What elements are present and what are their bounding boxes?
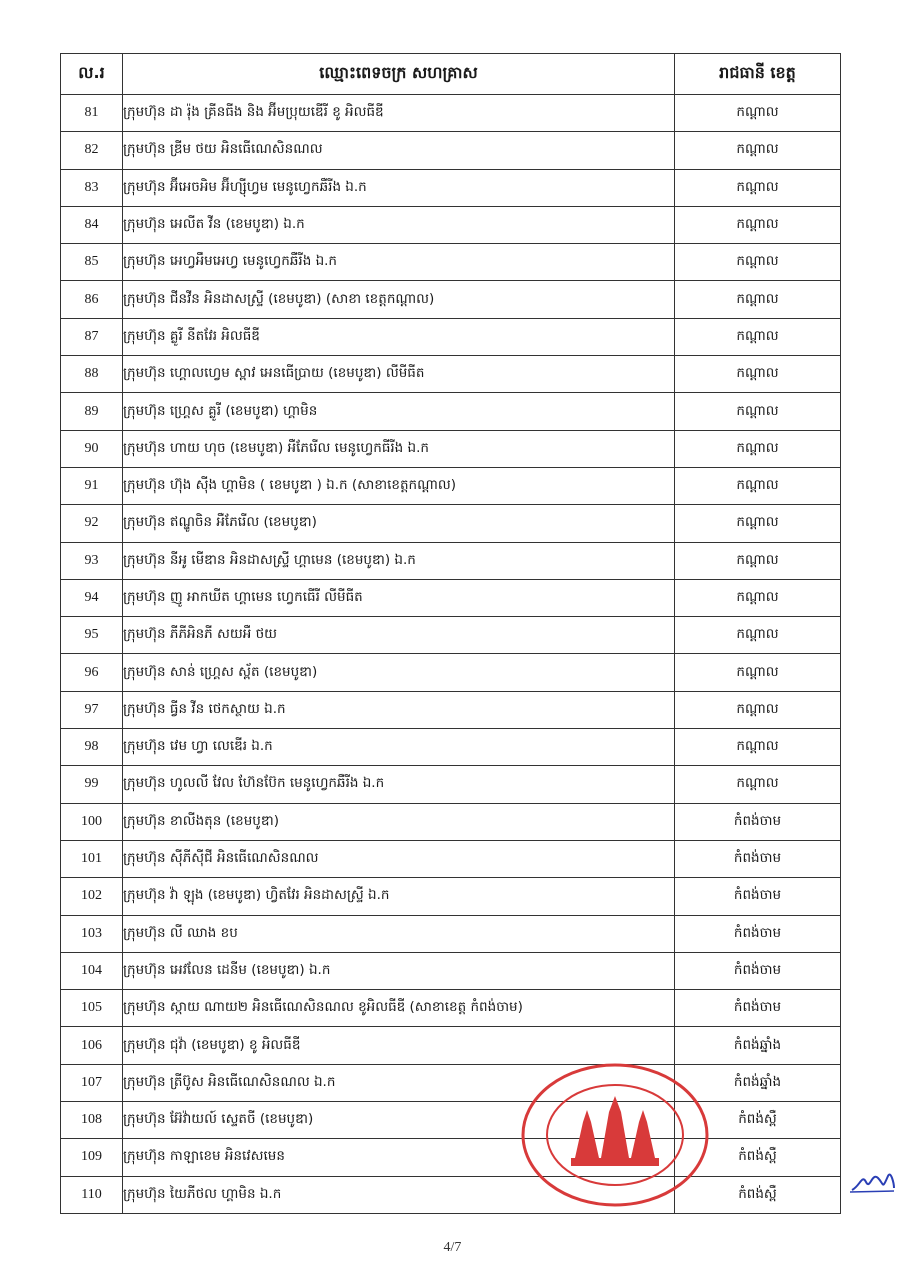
row-number: 98 [61,729,123,766]
province-name: កំពង់ចាម [675,840,841,877]
company-name: ក្រុមហ៊ុន លី ឈាង ខប [123,915,675,952]
province-name: កណ្តាល [675,654,841,691]
company-name: ក្រុមហ៊ុន យៃភីថល ហ្គាមិន ឯ.ក [123,1176,675,1213]
company-name: ក្រុមហ៊ុន អេហ្វអឹមអេហ្វ មេនូហ្វេកឆឺរីង ឯ.ក [123,244,675,281]
table-row [61,430,841,467]
row-number: 89 [61,393,123,430]
table-row [61,1139,841,1176]
table-row [61,654,841,691]
ministry-seal-icon [515,1060,715,1210]
company-name: ក្រុមហ៊ុន ហ្គោលហ្វេម ស្ពាវ អេនធើប្រាយ (ខេមបូឌា) លីមីធីត [123,356,675,393]
row-number: 101 [61,840,123,877]
header-company-name: ឈ្មោះពេទចក្រ សហគ្រាស [123,54,675,95]
table-row [61,691,841,728]
company-name: ក្រុមហ៊ុន ញូ អាកឃីត ហ្គាមេន ហ្វេកធើរី លីមីធីត [123,579,675,616]
row-number: 81 [61,95,123,132]
table-row [61,579,841,616]
row-number: 95 [61,617,123,654]
province-name: កណ្តាល [675,766,841,803]
row-number: 107 [61,1064,123,1101]
province-name: កណ្តាល [675,729,841,766]
table-row [61,393,841,430]
table-row [61,95,841,132]
company-name: ក្រុមហ៊ុន ជីនវីន អិនដាសស្ទ្រី (ខេមបូឌា) (សាខា ខេត្តកណ្តាល) [123,281,675,318]
table-row [61,318,841,355]
table-row [61,281,841,318]
company-name: ក្រុមហ៊ុន ស៊ីភីស៊ីជី អិនធើណេសិនណល [123,840,675,877]
table-row [61,467,841,504]
table-body [61,95,841,1214]
table-row [61,1176,841,1213]
row-number: 87 [61,318,123,355]
province-name: កណ្តាល [675,393,841,430]
row-number: 106 [61,1027,123,1064]
row-number: 83 [61,169,123,206]
row-number: 88 [61,356,123,393]
company-name: ក្រុមហ៊ុន អ៊ីអេចអិម អ៊ីហ្ស៊ីហ្វម មេនូហ្វេកឆឺរីង ឯ.ក [123,169,675,206]
row-number: 97 [61,691,123,728]
row-number: 91 [61,467,123,504]
company-name: ក្រុមហ៊ុន ដា រ៉ុង គ្រីនធីង និង អ៊ីមប្រុយឌើរី ខូ អិលធីឌី [123,95,675,132]
table-row [61,505,841,542]
table-row [61,617,841,654]
company-name: ក្រុមហ៊ុន អ៊ែវ៉ាយល៍ ស្ទេតចី (ខេមបូឌា) [123,1102,675,1139]
table-row [61,1064,841,1101]
company-name: ក្រុមហ៊ុន ភីភីអិនភី សយអឺ ថយ [123,617,675,654]
company-name: ក្រុមហ៊ុន អេវលែន ដេនីម (ខេមបូឌា) ឯ.ក [123,952,675,989]
province-name: កណ្តាល [675,467,841,504]
province-name: កំពង់ស្ពឺ [675,1139,841,1176]
province-name: កំពង់ចាម [675,952,841,989]
row-number: 108 [61,1102,123,1139]
row-number: 100 [61,803,123,840]
province-name: កំពង់ស្ពឺ [675,1176,841,1213]
province-name: កណ្តាល [675,169,841,206]
company-name: ក្រុមហ៊ុន សាន់ ហ្គ្រេស ស្ព័ត (ខេមបូឌា) [123,654,675,691]
company-name: ក្រុមហ៊ុន ធ្វីន វីន ថេកស្ថាយ ឯ.ក [123,691,675,728]
company-name: ក្រុមហ៊ុន ស្កាយ ណាយ២ អិនធើណេសិនណល ខូអិលធីឌី (សាខាខេត្ត កំពង់ចាម) [123,990,675,1027]
company-name: ក្រុមហ៊ុន ជុវ៉ា (ខេមបូឌា) ខូ អិលធីឌី [123,1027,675,1064]
province-name: កំពង់ចាម [675,915,841,952]
company-table [60,53,841,1214]
company-name: ក្រុមហ៊ុន វេម ហ្វា លេឌើរ ឯ.ក [123,729,675,766]
province-name: កំពង់ចាម [675,803,841,840]
province-name: កណ្តាល [675,505,841,542]
company-name: ក្រុមហ៊ុន នីអូ មើឌាន អិនដាសស្ទ្រី ហ្គាមេន (ខេមបូឌា) ឯ.ក [123,542,675,579]
province-name: កណ្តាល [675,206,841,243]
row-number: 92 [61,505,123,542]
company-name: ក្រុមហ៊ុន ឌ្រីម ថយ អិនធើណេសិនណល [123,132,675,169]
province-name: កណ្តាល [675,281,841,318]
table-row [61,132,841,169]
table-row [61,952,841,989]
company-name: ក្រុមហ៊ុន ឥណ្ឌូចិន អឺភែរើល (ខេមបូឌា) [123,505,675,542]
row-number: 110 [61,1176,123,1213]
province-name: កណ្តាល [675,356,841,393]
table-row [61,1027,841,1064]
table-row [61,542,841,579]
province-name: កណ្តាល [675,691,841,728]
signature-icon [848,1160,898,1200]
row-number: 109 [61,1139,123,1176]
table-row [61,990,841,1027]
company-name: ក្រុមហ៊ុន ហ្គ្រេស គ្លូរី (ខេមបូឌា) ហ្គាមិន [123,393,675,430]
row-number: 93 [61,542,123,579]
row-number: 82 [61,132,123,169]
table-row [61,1102,841,1139]
row-number: 90 [61,430,123,467]
header-number: ល.រ [61,54,123,95]
province-name: កណ្តាល [675,244,841,281]
row-number: 84 [61,206,123,243]
table-row [61,915,841,952]
row-number: 96 [61,654,123,691]
province-name: កណ្តាល [675,579,841,616]
company-name: ក្រុមហ៊ុន ហ៊ុង ស៊ីង ហ្គាមិន ( ខេមបូឌា ) ឯ.ក (សាខាខេត្តកណ្តាល) [123,467,675,504]
table-row [61,206,841,243]
company-name: ក្រុមហ៊ុន កាឡាខេម អិនវេសមេន [123,1139,675,1176]
company-name: ក្រុមហ៊ុន ហាយ ហុច (ខេមបូឌា) អឺភែរើល មេនូហ្វេកធីរីង ឯ.ក [123,430,675,467]
province-name: កណ្តាល [675,132,841,169]
province-name: កំពង់ឆ្នាំង [675,1064,841,1101]
row-number: 94 [61,579,123,616]
table-row [61,356,841,393]
table-row [61,878,841,915]
row-number: 104 [61,952,123,989]
header-province: រាជធានី ខេត្ត [675,54,841,95]
table-row [61,729,841,766]
province-name: កណ្តាល [675,95,841,132]
company-name: ក្រុមហ៊ុន ត្រីប៊ូស អិនធើណេសិនណល ឯ.ក [123,1064,675,1101]
table-row [61,803,841,840]
row-number: 102 [61,878,123,915]
province-name: កំពង់ចាម [675,990,841,1027]
province-name: កណ្តាល [675,617,841,654]
province-name: កំពង់ចាម [675,878,841,915]
row-number: 86 [61,281,123,318]
table-row [61,840,841,877]
row-number: 103 [61,915,123,952]
table-row [61,766,841,803]
table-header-row [61,54,841,95]
province-name: កណ្តាល [675,318,841,355]
table-row [61,244,841,281]
company-name: ក្រុមហ៊ុន ហូលលី វែល ហ៊ែនប៊ែក មេនូហ្វេកឆឺរីង ឯ.ក [123,766,675,803]
row-number: 99 [61,766,123,803]
page-number: 4/7 [443,1240,462,1255]
province-name: កណ្តាល [675,542,841,579]
province-name: កណ្តាល [675,430,841,467]
table-row [61,169,841,206]
company-name: ក្រុមហ៊ុន អេលីត វីន (ខេមបូឌា) ឯ.ក [123,206,675,243]
province-name: កំពង់ឆ្នាំង [675,1027,841,1064]
company-name: ក្រុមហ៊ុន វ៉ា ឡុង (ខេមបូឌា) ហ្វិតវែរ អិនដាសស្ទ្រី ឯ.ក [123,878,675,915]
row-number: 85 [61,244,123,281]
province-name: កំពង់ស្ពឺ [675,1102,841,1139]
row-number: 105 [61,990,123,1027]
company-name: ក្រុមហ៊ុន គ្លូរី នីតវែរ អិលធីឌី [123,318,675,355]
company-name: ក្រុមហ៊ុន ខាលីងតុន (ខេមបូឌា) [123,803,675,840]
